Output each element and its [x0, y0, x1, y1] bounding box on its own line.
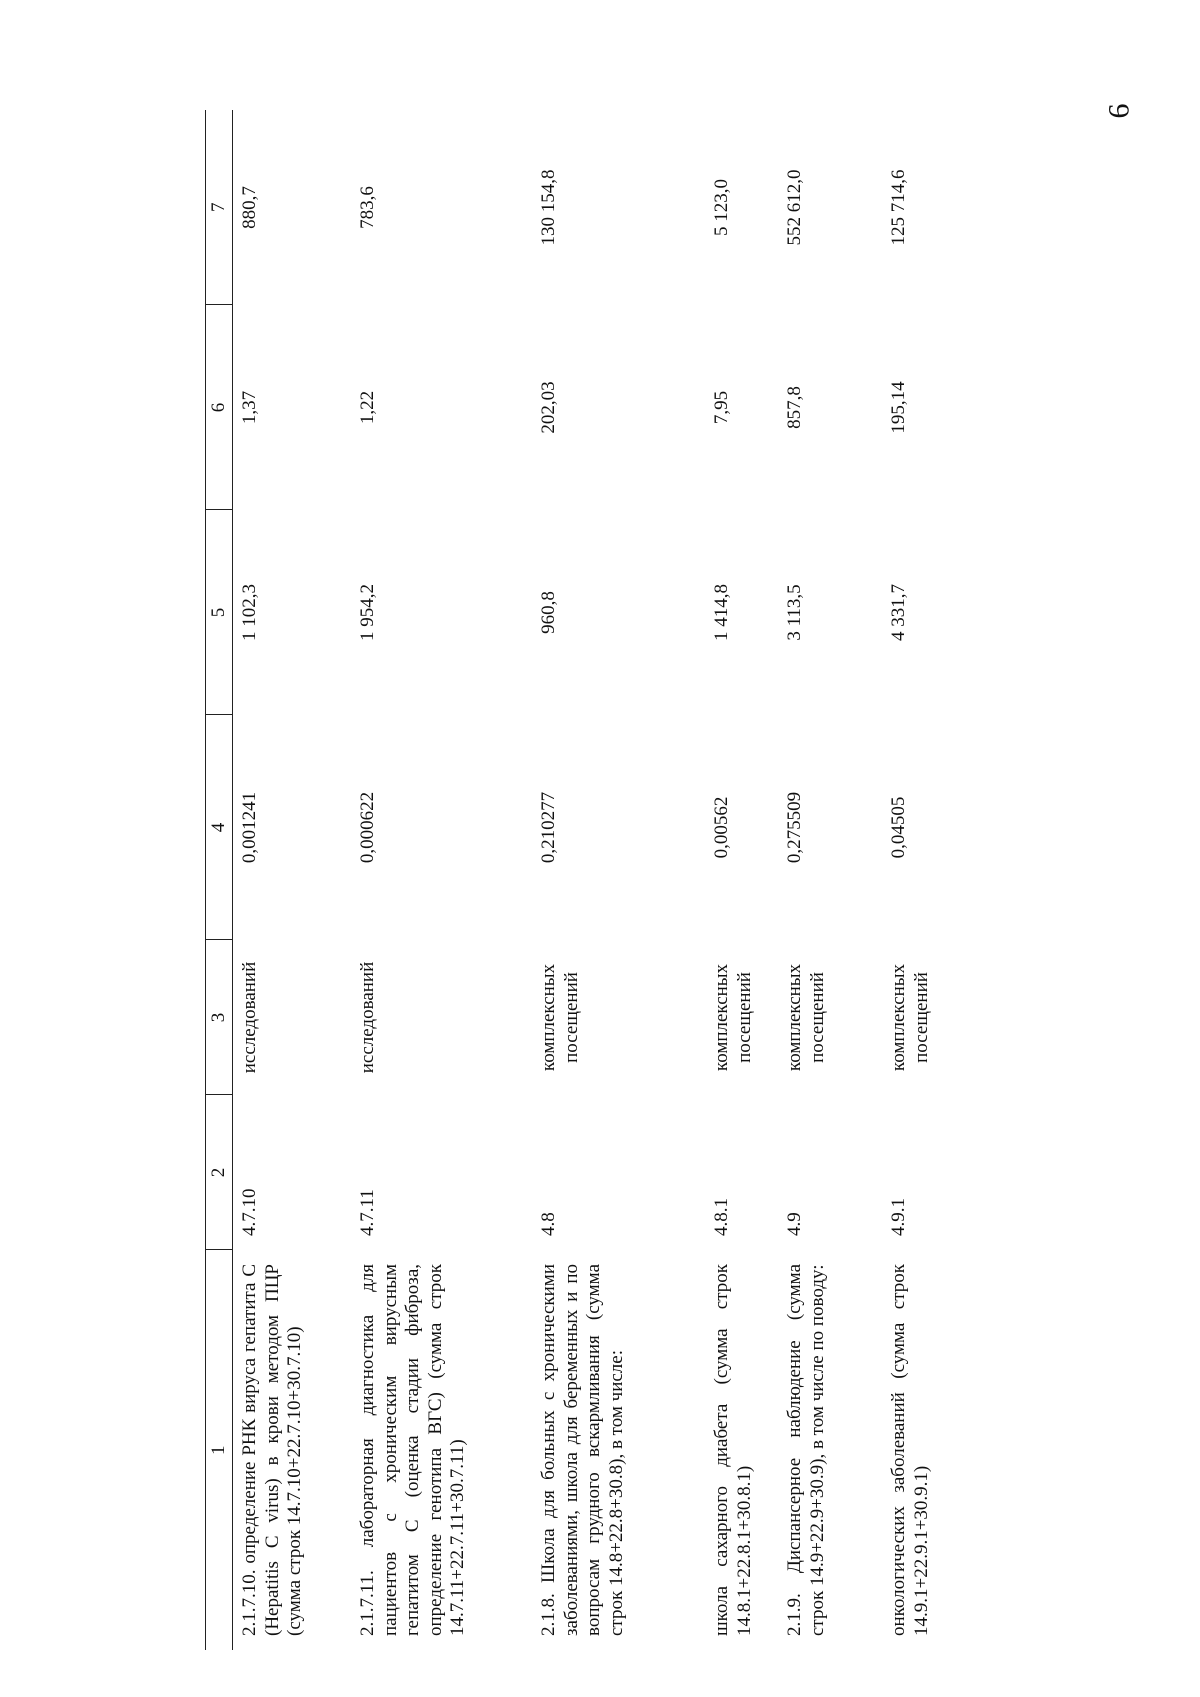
row-code: 4.7.11 — [357, 1189, 379, 1236]
table-row — [532, 110, 705, 1650]
column-header-6: 6 — [206, 305, 233, 510]
row-value-7: 880,7 — [239, 186, 261, 229]
row-value-6: 1,22 — [357, 390, 379, 425]
row-value-5: 1 954,2 — [357, 584, 379, 641]
row-description: 2.1.8. Школа для больных с хроническими заболеваниями, школа для беременных и по вопросам грудного вскармливания (сумма строк 14.8+22.8+30.8), в том числе: — [538, 1264, 627, 1636]
row-value-7: 125 714,6 — [888, 169, 910, 246]
row-value-5: 1 102,3 — [239, 584, 261, 641]
table-row — [233, 110, 352, 1650]
row-code: 4.8.1 — [711, 1198, 733, 1236]
row-value-4: 0,04505 — [888, 796, 910, 859]
row-unit: исследований — [239, 961, 261, 1074]
row-value-5: 4 331,7 — [888, 584, 910, 641]
row-description: 2.1.7.11. лабораторная диагностика для пациентов с хроническим вирусным гепатитом C (оценка стадии фиброза, определение генотипа ВГС) (сумма строк 14.7.11+22.7.11+30.7.11) — [357, 1264, 469, 1636]
row-value-4: 0,210277 — [538, 791, 560, 864]
row-unit: комплексных посещений — [784, 963, 828, 1072]
row-value-7: 130 154,8 — [538, 169, 560, 246]
table-header-row — [206, 110, 233, 1650]
row-description: школа сахарного диабета (сумма строк 14.8.1+22.8.1+30.8.1) — [711, 1264, 755, 1636]
row-value-6: 195,14 — [888, 381, 910, 434]
row-unit: исследований — [357, 961, 379, 1074]
row-description: 2.1.7.10. определение РНК вируса гепатита C (Hepatitis C virus) в крови методом ПЦР (сумма строк 14.7.10+22.7.10+30.7.10) — [239, 1264, 306, 1636]
row-description: 2.1.9. Диспансерное наблюдение (сумма строк 14.9+22.9+30.9), в том числе по поводу: — [784, 1264, 828, 1636]
row-value-7: 552 612,0 — [784, 169, 806, 246]
row-value-5: 960,8 — [538, 591, 560, 634]
table-row — [705, 110, 778, 1650]
column-header-2: 2 — [206, 1095, 233, 1250]
row-code: 4.8 — [538, 1212, 560, 1236]
row-description: онкологических заболеваний (сумма строк 14.9.1+22.9.1+30.9.1) — [888, 1264, 932, 1636]
row-value-5: 1 414,8 — [711, 584, 733, 641]
row-value-4: 0,00562 — [711, 796, 733, 859]
row-value-6: 202,03 — [538, 381, 560, 434]
row-value-4: 0,275509 — [784, 791, 806, 864]
row-unit: комплексных посещений — [888, 963, 932, 1072]
row-value-5: 3 113,5 — [784, 584, 806, 641]
row-value-7: 783,6 — [357, 186, 379, 229]
column-header-4: 4 — [206, 715, 233, 940]
table-row — [882, 110, 948, 1650]
row-value-4: 0,000622 — [357, 791, 379, 864]
row-value-6: 7,95 — [711, 390, 733, 425]
row-unit: комплексных посещений — [538, 963, 582, 1072]
table-row — [351, 110, 532, 1650]
table-row — [778, 110, 882, 1650]
row-code: 4.7.10 — [239, 1188, 261, 1236]
row-value-4: 0,001241 — [239, 791, 261, 864]
column-header-5: 5 — [206, 510, 233, 715]
row-code: 4.9.1 — [888, 1198, 910, 1236]
data-table — [205, 110, 948, 1650]
column-header-7: 7 — [206, 110, 233, 305]
rotated-table-container — [205, 90, 1200, 1650]
row-value-7: 5 123,0 — [711, 179, 733, 236]
row-unit: комплексных посещений — [711, 963, 755, 1072]
row-code: 4.9 — [784, 1212, 806, 1236]
page-number: 6 — [1102, 103, 1136, 119]
row-value-6: 857,8 — [784, 386, 806, 429]
row-value-6: 1,37 — [239, 390, 261, 425]
column-header-1: 1 — [206, 1250, 233, 1650]
column-header-3: 3 — [206, 940, 233, 1095]
